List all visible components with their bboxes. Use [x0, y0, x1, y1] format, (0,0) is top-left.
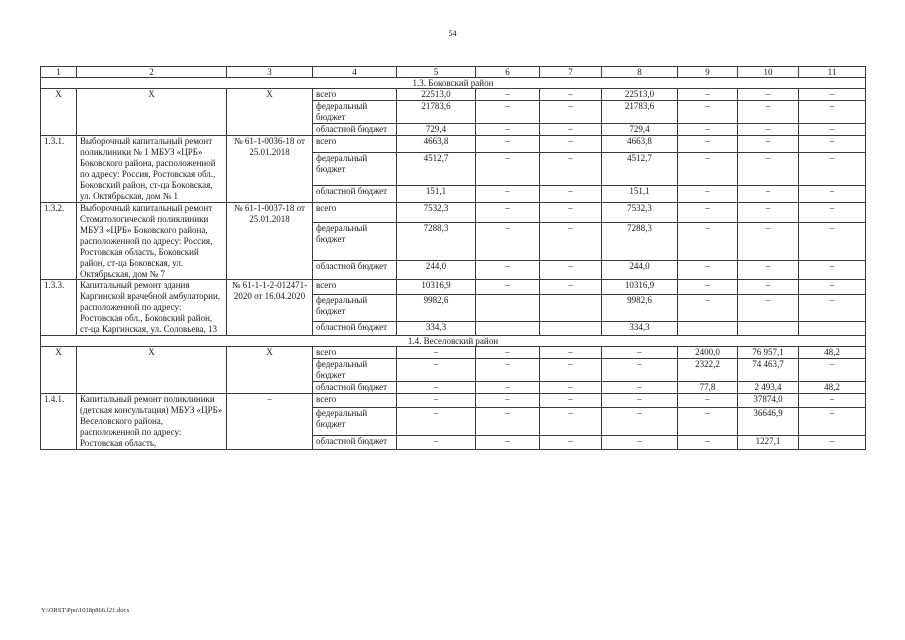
- amount-cell-6: –: [476, 135, 540, 152]
- funding-source: федеральный бюджет: [313, 152, 397, 185]
- amount-cell-5: 151,1: [397, 185, 476, 202]
- amount-cell-7: –: [540, 202, 602, 222]
- amount-cell-5: –: [397, 394, 476, 408]
- funding-source: федеральный бюджет: [313, 408, 397, 435]
- amount-cell-6: –: [476, 152, 540, 185]
- amount-cell-7: –: [540, 280, 602, 294]
- amount-cell-11: 48,2: [799, 347, 866, 359]
- amount-cell-10: 1227,1: [738, 435, 799, 449]
- amount-cell-11: –: [799, 280, 866, 294]
- funding-source: всего: [313, 280, 397, 294]
- amount-cell-10: –: [738, 185, 799, 202]
- amount-cell-10: –: [738, 100, 799, 123]
- amount-cell-10: –: [738, 152, 799, 185]
- amount-cell-9: –: [678, 100, 738, 123]
- object-row: [41, 202, 866, 222]
- col-header: 7: [540, 67, 602, 78]
- object-name: Капитальный ремонт поликлиники (детская консультация) МБУЗ «ЦРБ» Веселовского района, расположенной по адресу: Ростовская область,: [77, 394, 227, 450]
- col-header: 5: [397, 67, 476, 78]
- row-number: Х: [41, 347, 77, 394]
- row-number: 1.3.2.: [41, 202, 77, 280]
- amount-cell-5: 244,0: [397, 260, 476, 280]
- amount-cell-8: 4512,7: [602, 152, 678, 185]
- amount-cell-7: –: [540, 408, 602, 435]
- amount-cell-5: 7288,3: [397, 222, 476, 260]
- object-name: Х: [77, 347, 227, 394]
- amount-cell-6: [476, 322, 540, 336]
- amount-cell-10: –: [738, 135, 799, 152]
- amount-cell-7: [540, 294, 602, 321]
- amount-cell-11: –: [799, 408, 866, 435]
- amount-cell-10: –: [738, 294, 799, 321]
- amount-cell-11: –: [799, 435, 866, 449]
- amount-cell-6: –: [476, 359, 540, 382]
- amount-cell-7: –: [540, 89, 602, 101]
- amount-cell-5: –: [397, 347, 476, 359]
- amount-cell-7: –: [540, 152, 602, 185]
- expertise-document: № 61-1-1-2-012471-2020 от 16.04.2020: [227, 280, 313, 336]
- amount-cell-7: –: [540, 123, 602, 135]
- amount-cell-8: –: [602, 435, 678, 449]
- funding-source: федеральный бюджет: [313, 359, 397, 382]
- amount-cell-9: –: [678, 89, 738, 101]
- amount-cell-8: 10316,9: [602, 280, 678, 294]
- amount-cell-7: –: [540, 394, 602, 408]
- amount-cell-10: –: [738, 280, 799, 294]
- amount-cell-10: –: [738, 89, 799, 101]
- amount-cell-8: –: [602, 359, 678, 382]
- amount-cell-10: –: [738, 202, 799, 222]
- column-number-row: [41, 67, 866, 78]
- amount-cell-7: –: [540, 260, 602, 280]
- amount-cell-9: –: [678, 280, 738, 294]
- col-header: 1: [41, 67, 77, 78]
- funding-source: федеральный бюджет: [313, 222, 397, 260]
- amount-cell-5: 21783,6: [397, 100, 476, 123]
- funding-source: областной бюджет: [313, 260, 397, 280]
- amount-cell-9: –: [678, 202, 738, 222]
- amount-cell-6: –: [476, 382, 540, 394]
- amount-cell-10: 37874,0: [738, 394, 799, 408]
- amount-cell-5: –: [397, 359, 476, 382]
- expertise-document: Х: [227, 347, 313, 394]
- funding-source: всего: [313, 394, 397, 408]
- amount-cell-11: –: [799, 222, 866, 260]
- amount-cell-11: 48,2: [799, 382, 866, 394]
- amount-cell-9: –: [678, 123, 738, 135]
- amount-cell-11: –: [799, 202, 866, 222]
- page-number: 54: [448, 29, 457, 38]
- amount-cell-9: –: [678, 260, 738, 280]
- amount-cell-10: –: [738, 260, 799, 280]
- amount-cell-10: [738, 322, 799, 336]
- amount-cell-11: –: [799, 394, 866, 408]
- summary-row: [41, 347, 866, 359]
- expertise-document: № 61-1-0036-18 от 25.01.2018: [227, 135, 313, 202]
- funding-source: федеральный бюджет: [313, 100, 397, 123]
- amount-cell-6: –: [476, 347, 540, 359]
- funding-source: федеральный бюджет: [313, 294, 397, 321]
- amount-cell-6: –: [476, 100, 540, 123]
- table-body: [41, 67, 866, 450]
- amount-cell-6: –: [476, 185, 540, 202]
- amount-cell-7: –: [540, 135, 602, 152]
- amount-cell-8: 334,3: [602, 322, 678, 336]
- amount-cell-6: [476, 294, 540, 321]
- amount-cell-9: –: [678, 135, 738, 152]
- amount-cell-6: –: [476, 408, 540, 435]
- expertise-document: № 61-1-0037-18 от 25.01.2018: [227, 202, 313, 280]
- amount-cell-10: 36646,9: [738, 408, 799, 435]
- amount-cell-11: –: [799, 152, 866, 185]
- amount-cell-6: –: [476, 123, 540, 135]
- amount-cell-8: 244,0: [602, 260, 678, 280]
- object-row: [41, 394, 866, 408]
- amount-cell-5: 729,4: [397, 123, 476, 135]
- amount-cell-8: 21783,6: [602, 100, 678, 123]
- budget-table: [40, 66, 866, 450]
- amount-cell-11: –: [799, 185, 866, 202]
- amount-cell-9: –: [678, 394, 738, 408]
- amount-cell-8: 7532,3: [602, 202, 678, 222]
- amount-cell-5: 22513,0: [397, 89, 476, 101]
- amount-cell-10: 2 493,4: [738, 382, 799, 394]
- amount-cell-5: 4512,7: [397, 152, 476, 185]
- amount-cell-10: 76 957,1: [738, 347, 799, 359]
- section-title-row: [41, 336, 866, 347]
- amount-cell-8: 729,4: [602, 123, 678, 135]
- amount-cell-7: –: [540, 185, 602, 202]
- amount-cell-9: 2400,0: [678, 347, 738, 359]
- funding-source: областной бюджет: [313, 185, 397, 202]
- amount-cell-5: 10316,9: [397, 280, 476, 294]
- col-header: 11: [799, 67, 866, 78]
- amount-cell-9: –: [678, 222, 738, 260]
- amount-cell-11: –: [799, 135, 866, 152]
- section-title: 1.3. Боковский район: [41, 78, 866, 89]
- amount-cell-5: –: [397, 408, 476, 435]
- amount-cell-10: –: [738, 222, 799, 260]
- footer-file-path: Y:\ORST\Ppo\1018p866.f21.docx: [41, 607, 130, 614]
- section-title: 1.4. Веселовский район: [41, 336, 866, 347]
- amount-cell-5: –: [397, 435, 476, 449]
- row-number: 1.4.1.: [41, 394, 77, 450]
- amount-cell-5: –: [397, 382, 476, 394]
- amount-cell-8: –: [602, 347, 678, 359]
- object-row: [41, 135, 866, 152]
- amount-cell-7: –: [540, 347, 602, 359]
- amount-cell-7: –: [540, 222, 602, 260]
- amount-cell-8: 4663,8: [602, 135, 678, 152]
- amount-cell-9: –: [678, 435, 738, 449]
- amount-cell-7: –: [540, 435, 602, 449]
- amount-cell-8: 151,1: [602, 185, 678, 202]
- amount-cell-7: –: [540, 100, 602, 123]
- amount-cell-10: –: [738, 123, 799, 135]
- amount-cell-5: 334,3: [397, 322, 476, 336]
- amount-cell-9: –: [678, 294, 738, 321]
- amount-cell-6: –: [476, 280, 540, 294]
- amount-cell-8: –: [602, 408, 678, 435]
- summary-row: [41, 89, 866, 101]
- object-name: Х: [77, 89, 227, 136]
- amount-cell-11: –: [799, 123, 866, 135]
- row-number: 1.3.1.: [41, 135, 77, 202]
- amount-cell-8: 7288,3: [602, 222, 678, 260]
- amount-cell-11: –: [799, 260, 866, 280]
- col-header: 9: [678, 67, 738, 78]
- amount-cell-11: –: [799, 89, 866, 101]
- funding-source: областной бюджет: [313, 435, 397, 449]
- amount-cell-7: [540, 322, 602, 336]
- col-header: 4: [313, 67, 397, 78]
- amount-cell-5: 7532,3: [397, 202, 476, 222]
- object-name: Выборочный капитальный ремонт поликлиники № 1 МБУЗ «ЦРБ» Боковского района, расположенной по адресу: Россия, Ростовская обл., Боковский район, ст-ца Боковская, ул. Октябрьская, дом № 1: [77, 135, 227, 202]
- col-header: 10: [738, 67, 799, 78]
- funding-source: всего: [313, 135, 397, 152]
- amount-cell-11: [799, 322, 866, 336]
- row-number: Х: [41, 89, 77, 136]
- col-header: 2: [77, 67, 227, 78]
- amount-cell-9: –: [678, 408, 738, 435]
- funding-source: всего: [313, 347, 397, 359]
- amount-cell-9: –: [678, 152, 738, 185]
- amount-cell-10: 74 463,7: [738, 359, 799, 382]
- funding-source: всего: [313, 202, 397, 222]
- col-header: 6: [476, 67, 540, 78]
- amount-cell-11: –: [799, 359, 866, 382]
- col-header: 3: [227, 67, 313, 78]
- amount-cell-7: –: [540, 359, 602, 382]
- amount-cell-9: 77,8: [678, 382, 738, 394]
- amount-cell-8: 9982,6: [602, 294, 678, 321]
- row-number: 1.3.3.: [41, 280, 77, 336]
- amount-cell-11: –: [799, 294, 866, 321]
- expertise-document: Х: [227, 89, 313, 136]
- amount-cell-8: –: [602, 394, 678, 408]
- funding-source: областной бюджет: [313, 322, 397, 336]
- amount-cell-6: –: [476, 89, 540, 101]
- funding-source: областной бюджет: [313, 382, 397, 394]
- amount-cell-5: 9982,6: [397, 294, 476, 321]
- amount-cell-6: –: [476, 394, 540, 408]
- amount-cell-9: 2322,2: [678, 359, 738, 382]
- amount-cell-6: –: [476, 435, 540, 449]
- object-row: [41, 280, 866, 294]
- amount-cell-8: –: [602, 382, 678, 394]
- object-name: Выборочный капитальный ремонт Стоматологической поликлиники МБУЗ «ЦРБ» Боковского района, расположенной по адресу: Россия, Ростовская область, Боковский район, ст-ца Боковская, ул. Октябрьская, дом № 7: [77, 202, 227, 280]
- amount-cell-6: –: [476, 260, 540, 280]
- amount-cell-6: –: [476, 202, 540, 222]
- amount-cell-8: 22513,0: [602, 89, 678, 101]
- funding-source: всего: [313, 89, 397, 101]
- col-header: 8: [602, 67, 678, 78]
- amount-cell-5: 4663,8: [397, 135, 476, 152]
- section-title-row: [41, 78, 866, 89]
- amount-cell-11: –: [799, 100, 866, 123]
- amount-cell-6: –: [476, 222, 540, 260]
- funding-source: областной бюджет: [313, 123, 397, 135]
- object-name: Капитальный ремонт здания Каргинской врачебной амбулатории, расположенной по адресу: Ростовская обл., Боковский район, ст-ца Каргинская, ул. Соловьева, 13: [77, 280, 227, 336]
- expertise-document: –: [227, 394, 313, 450]
- amount-cell-9: –: [678, 185, 738, 202]
- amount-cell-7: –: [540, 382, 602, 394]
- amount-cell-9: [678, 322, 738, 336]
